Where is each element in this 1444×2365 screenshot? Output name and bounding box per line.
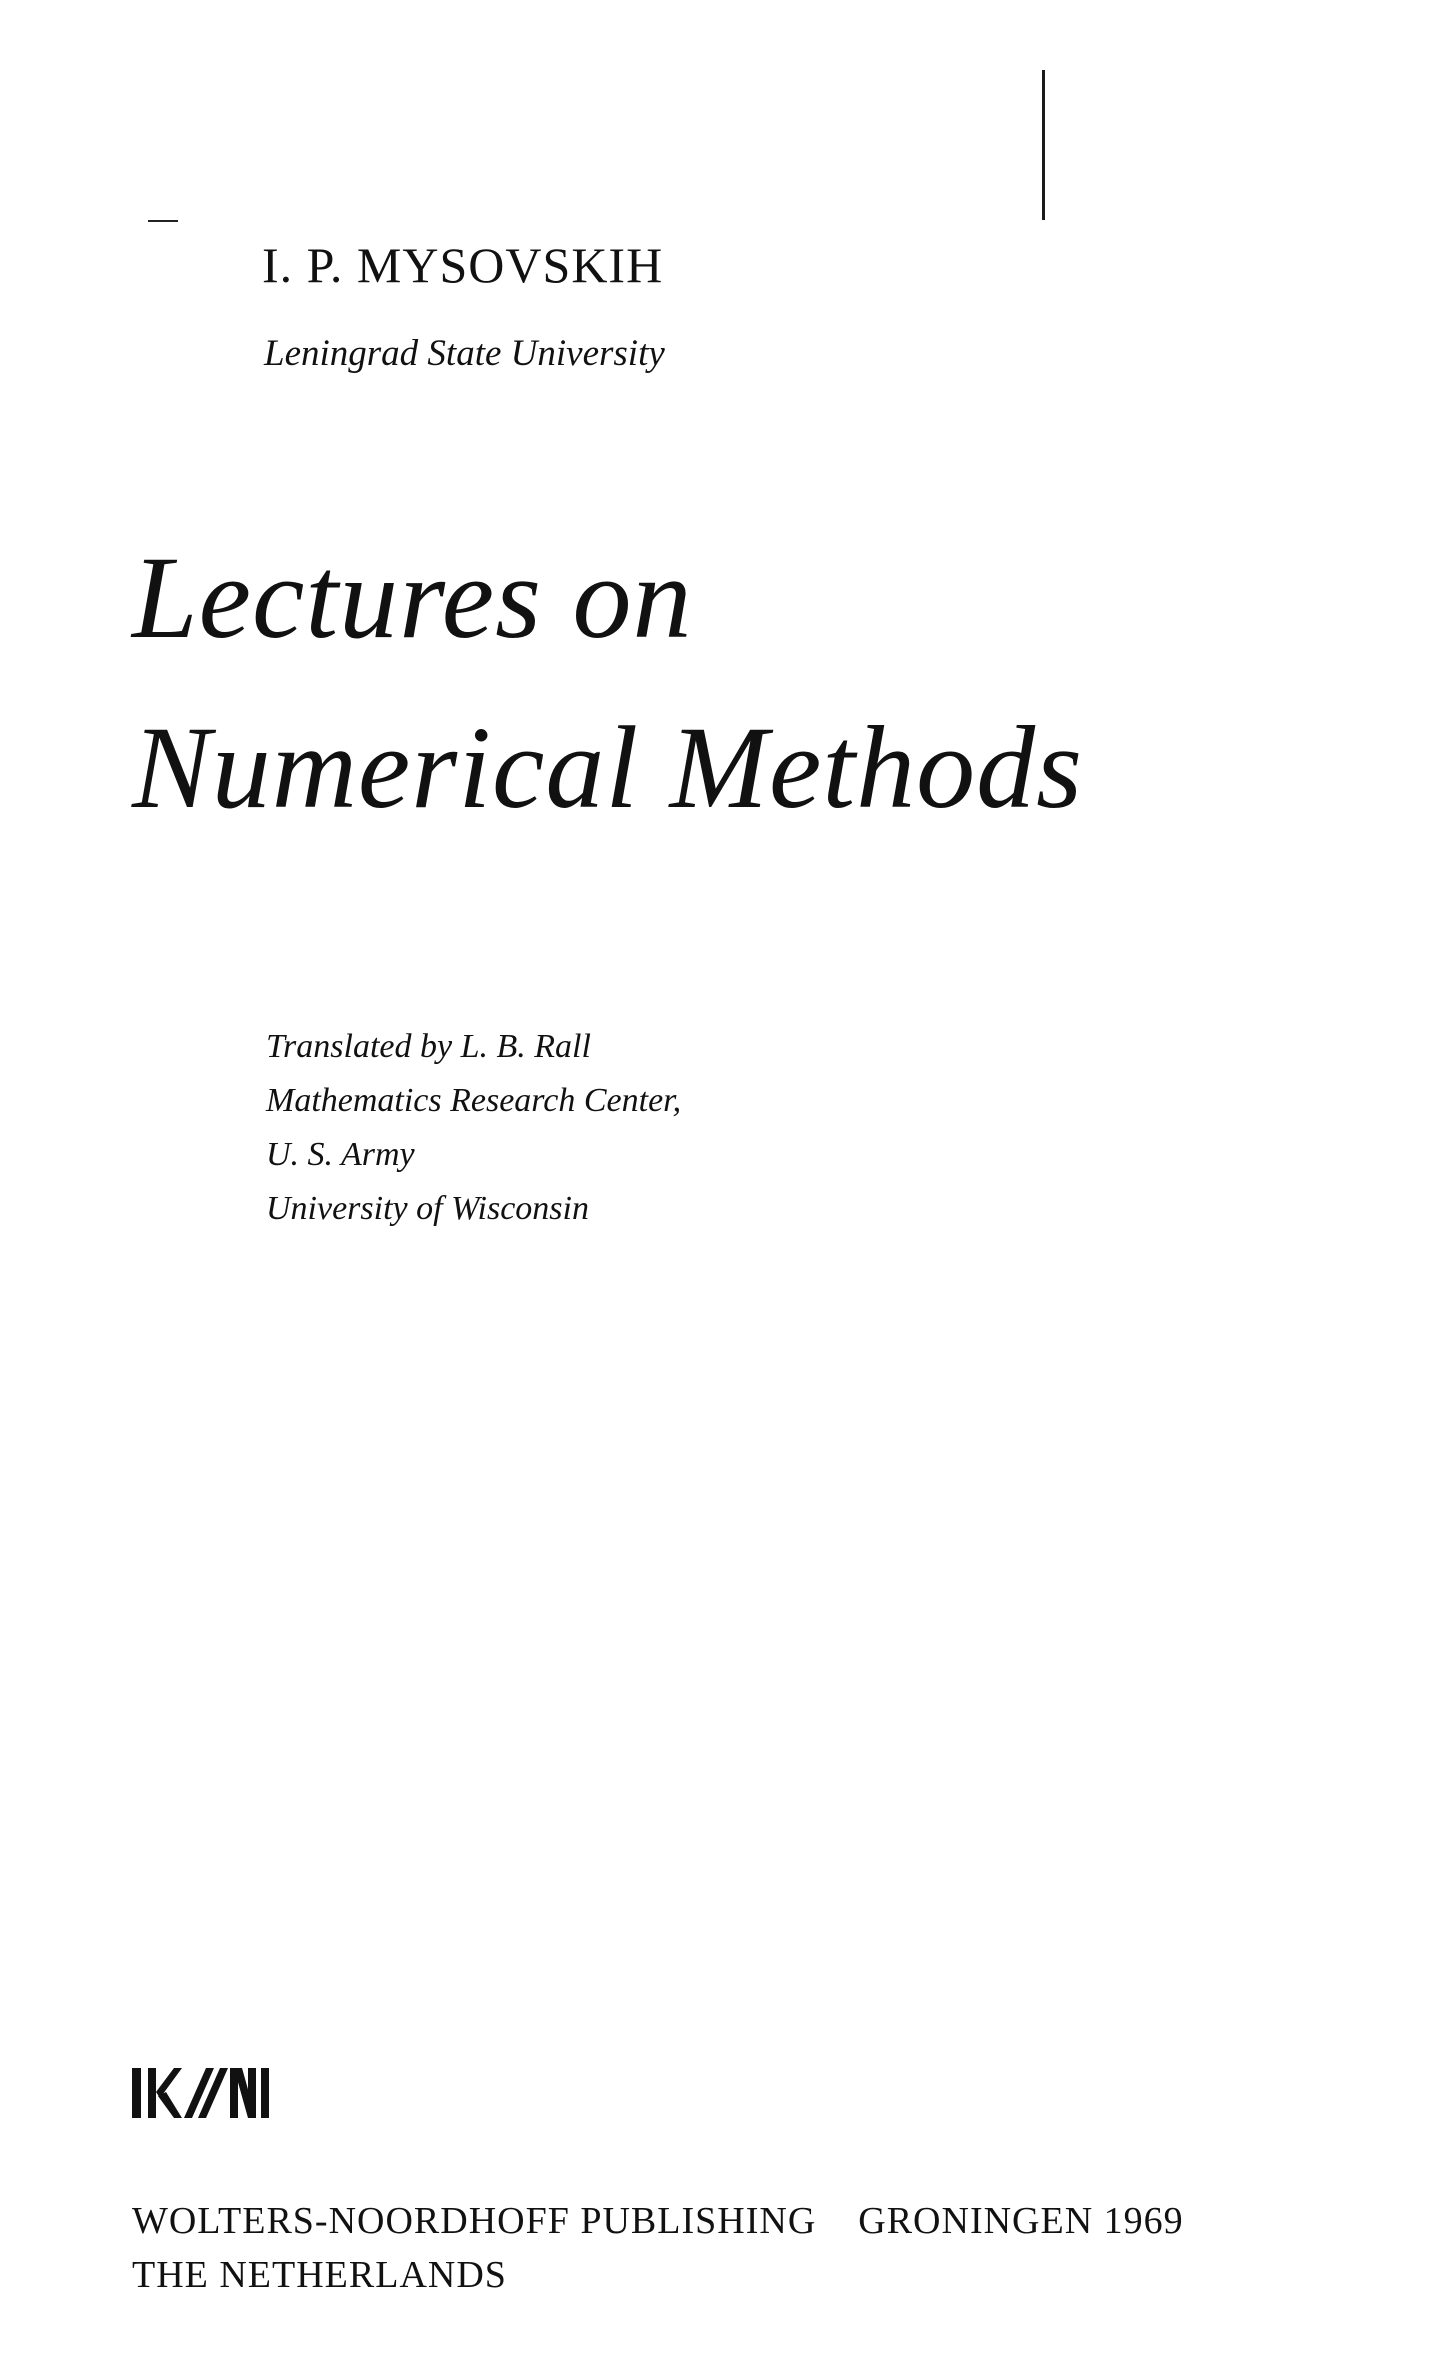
credit-line: U. S. Army	[266, 1136, 415, 1173]
credit-line: Mathematics Research Center,	[266, 1082, 682, 1119]
credit-line: University of Wisconsin	[266, 1190, 589, 1227]
book-title-line-1: Lectures on	[132, 532, 693, 663]
publisher-country: THE NETHERLANDS	[132, 2254, 507, 2296]
author-name: I. P. MYSOVSKIH	[262, 237, 664, 293]
scan-artifact-line	[1042, 70, 1045, 220]
credit-line: Translated by L. B. Rall	[266, 1028, 591, 1065]
publisher-city-year: GRONINGEN 1969	[858, 2200, 1184, 2242]
book-title-line-2: Numerical Methods	[132, 702, 1084, 833]
wolters-noordhoff-logo-icon	[130, 2062, 270, 2122]
translator-credits	[266, 1020, 681, 1236]
publisher-line-1	[132, 2194, 1184, 2248]
publisher-block	[132, 2194, 1184, 2302]
scan-artifact-dash	[148, 220, 178, 222]
publisher-name: WOLTERS-NOORDHOFF PUBLISHING	[132, 2200, 817, 2242]
author-affiliation: Leningrad State University	[264, 333, 665, 374]
